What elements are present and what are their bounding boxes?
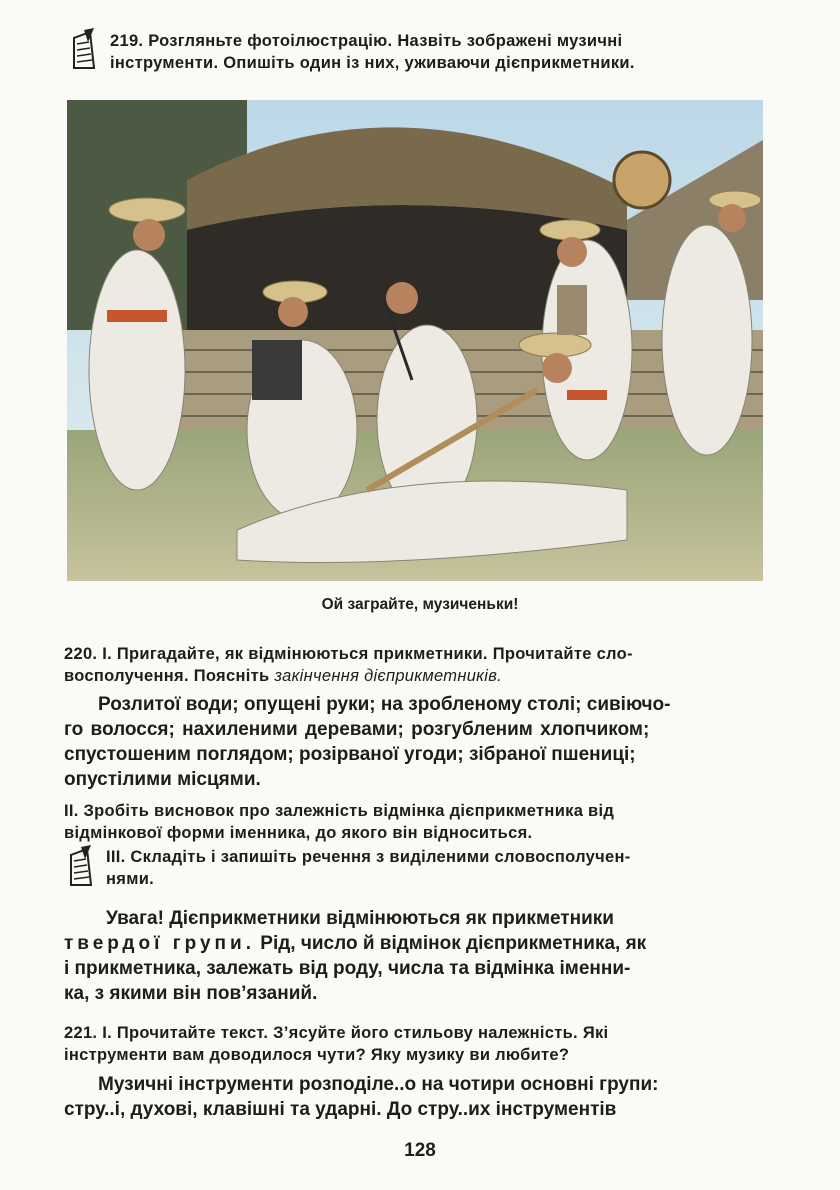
phrase-text: сивіючо-: [586, 694, 671, 715]
phrase-text: спустошеним поглядом; розірваної угоди;: [64, 744, 464, 765]
note-lead: Увага!: [106, 908, 164, 929]
task-text: Розгляньте фотоілюстрацію. Назвіть зображені музичні: [148, 32, 623, 50]
part-2-line-1: ІІ. Зробіть висновок про залежність відмінка дієприкметника від: [64, 802, 615, 820]
note-text: Дієприкметники відмінюються як прикметники: [169, 908, 614, 929]
phrases-line-2: го волосся; нахиленими деревами; розгубленим хлопчиком;: [64, 719, 650, 740]
task-220-line-2: [64, 665, 502, 687]
phrase-highlight: на зробленому столі;: [380, 694, 582, 715]
note-line-1: [106, 907, 614, 931]
phrases-line-3: [64, 743, 636, 767]
note-line-2: [64, 932, 646, 956]
part-2-line-2: відмінкової форми іменника, до якого він відноситься.: [64, 824, 533, 842]
task-221-line-2: інструменти вам доводилося чути? Яку музику ви любите?: [64, 1046, 570, 1064]
phrase-text: Розлитої води; опущені руки;: [98, 694, 376, 715]
task-text-italic: закінчення дієприкметників.: [274, 667, 503, 685]
writing-task-icon: [67, 845, 95, 887]
text-221-line-2: стру..і, духові, клавішні та ударні. До стру..их інструментів: [64, 1099, 617, 1120]
page-number: 128: [404, 1140, 436, 1161]
note-line-3: і прикметника, залежать від роду, числа та відмінка іменни-: [64, 958, 631, 979]
phrases-line-4: опустілими місцями.: [64, 769, 261, 790]
part-3-line-1: ІІІ. Складіть і запишіть речення з виділеними словосполучен-: [106, 848, 631, 866]
phrases-line-1: [98, 693, 670, 717]
task-number: 220.: [64, 645, 98, 663]
task-text: І. Прочитайте текст. З’ясуйте його стильову належність. Які: [102, 1024, 609, 1042]
photo-caption: Ой заграйте, музиченьки!: [321, 596, 519, 613]
task-220-line-1: [64, 643, 633, 665]
note-line-4: ка, з якими він пов’язаний.: [64, 983, 318, 1004]
task-number: 219.: [110, 32, 144, 50]
task-219-line-2: інструменти. Опишіть один із них, уживаючи дієприкметники.: [110, 54, 635, 72]
task-text: восполучення. Поясніть: [64, 667, 270, 685]
text-221-line-1: Музичні інструменти розподіле..о на чотири основні групи:: [98, 1074, 659, 1095]
task-221-line-1: [64, 1022, 608, 1044]
writing-task-icon: [70, 28, 98, 70]
phrase-highlight: зібраної пшениці;: [468, 744, 636, 765]
part-3-line-2: нями.: [106, 870, 155, 888]
note-sparse-term: твердої групи.: [64, 933, 255, 954]
photo-musicians-illustration: [67, 100, 763, 581]
musicians-photo: [67, 100, 763, 581]
task-219-line-1: [110, 30, 622, 52]
note-text: Рід, число й відмінок дієприкметника, як: [260, 933, 647, 954]
task-text: І. Пригадайте, як відмінюються прикметники. Прочитайте сло-: [102, 645, 633, 663]
task-number: 221.: [64, 1024, 98, 1042]
